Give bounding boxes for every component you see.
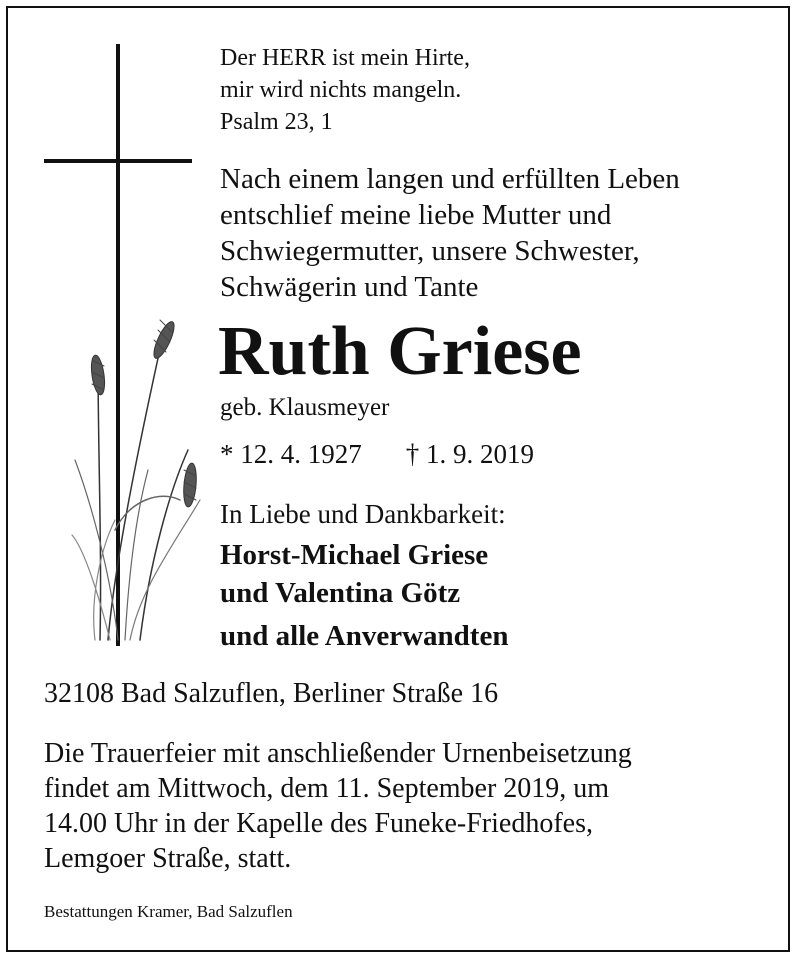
intro-line-3: Schwiegermutter, unsere Schwester, (220, 235, 640, 267)
intro-text (220, 161, 680, 305)
funeral-line-1: Die Trauerfeier mit anschließender Urnenbeisetzung (44, 738, 632, 769)
intro-line-1: Nach einem langen und erfüllten Leben (220, 163, 680, 195)
birth-date: * 12. 4. 1927 (220, 439, 362, 469)
funeral-notice (44, 736, 632, 876)
funeral-line-3: 14.00 Uhr in der Kapelle des Funeke-Friedhofes, (44, 808, 593, 839)
birth-name: geb. Klausmeyer (220, 394, 390, 421)
undertaker: Bestattungen Kramer, Bad Salzuflen (44, 902, 293, 921)
mourners-names (220, 536, 488, 612)
funeral-line-4: Lemgoer Straße, statt. (44, 843, 292, 874)
intro-line-4: Schwägerin und Tante (220, 271, 479, 303)
psalm-quote (220, 42, 470, 138)
mourner-line-3: und alle Anverwandten (220, 620, 509, 652)
mourner-line-2: und Valentina Götz (220, 577, 461, 609)
intro-line-2: entschlief meine liebe Mutter und (220, 199, 612, 231)
wheat-icon (70, 300, 220, 645)
address: 32108 Bad Salzuflen, Berliner Straße 16 (44, 678, 499, 709)
life-dates (220, 437, 534, 471)
mourners-intro: In Liebe und Dankbarkeit: (220, 499, 506, 529)
psalm-line-1: Der HERR ist mein Hirte, (220, 45, 470, 71)
mourner-line-1: Horst-Michael Griese (220, 539, 489, 571)
cross-icon-crossbar (44, 159, 192, 163)
funeral-line-2: findet am Mittwoch, dem 11. September 2019, um (44, 773, 610, 804)
deceased-name: Ruth Griese (218, 313, 582, 390)
psalm-line-2: mir wird nichts mangeln. (220, 77, 462, 103)
psalm-reference: Psalm 23, 1 (220, 109, 333, 135)
death-date: † 1. 9. 2019 (405, 439, 534, 469)
